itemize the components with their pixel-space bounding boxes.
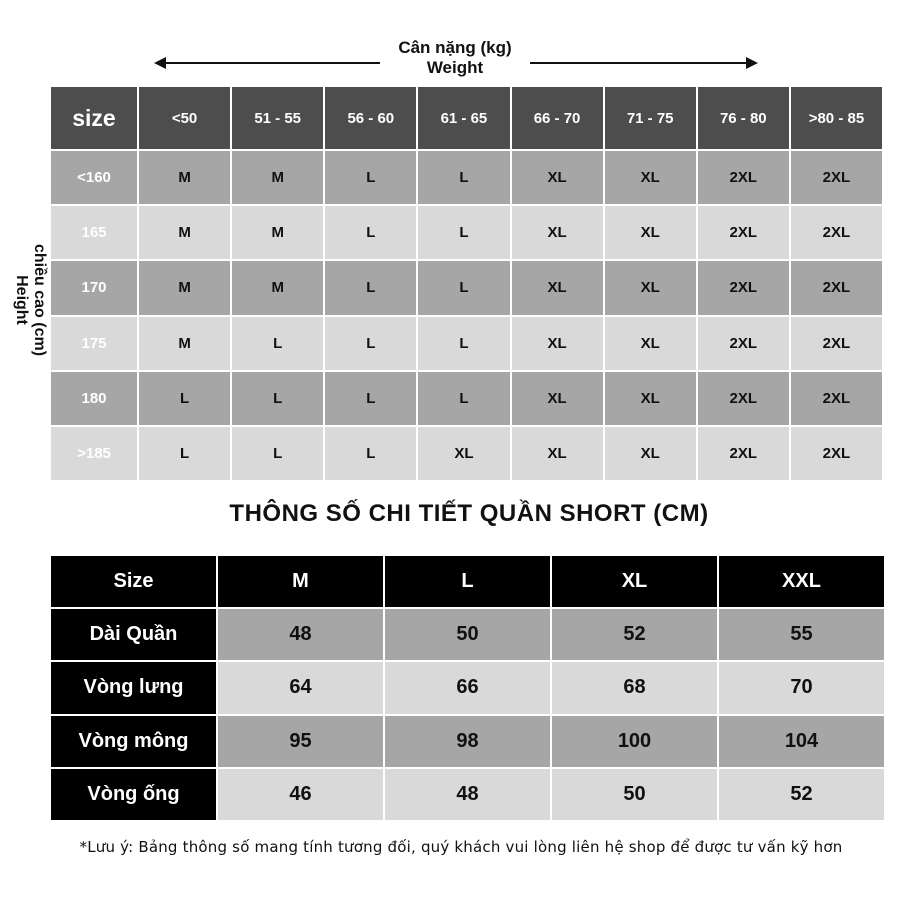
measurement-value: 48 [385, 769, 550, 820]
measurement-value: 98 [385, 716, 550, 767]
measurement-value: 52 [552, 609, 717, 660]
size-cell: XL [512, 261, 603, 314]
height-axis-label [4, 200, 56, 400]
size-cell: 2XL [698, 261, 789, 314]
size-cell: 2XL [791, 261, 882, 314]
weight-column-header: 56 - 60 [325, 87, 416, 149]
weight-axis-header [150, 36, 760, 80]
size-cell: 2XL [698, 151, 789, 204]
measurement-value: 50 [552, 769, 717, 820]
measurement-value: 55 [719, 609, 884, 660]
size-cell: L [418, 372, 509, 425]
size-cell: L [232, 427, 323, 480]
size-cell: L [325, 372, 416, 425]
right-arrow-line [530, 62, 752, 64]
size-cell: M [139, 261, 230, 314]
size-cell: L [232, 372, 323, 425]
size-chart-table [51, 87, 882, 480]
size-cell: M [139, 206, 230, 259]
size-cell: XL [512, 206, 603, 259]
height-row-header: 165 [51, 206, 137, 259]
height-row-header: >185 [51, 427, 137, 480]
measurement-value: 68 [552, 662, 717, 713]
size-cell: L [325, 427, 416, 480]
size-cell: L [232, 317, 323, 370]
size-cell: M [139, 151, 230, 204]
weight-column-header: <50 [139, 87, 230, 149]
weight-column-header: 51 - 55 [232, 87, 323, 149]
height-row-header: 180 [51, 372, 137, 425]
size-cell: 2XL [791, 372, 882, 425]
measurement-value: 50 [385, 609, 550, 660]
height-label-en: Height [13, 275, 30, 325]
size-cell: L [325, 151, 416, 204]
measurement-value: 104 [719, 716, 884, 767]
weight-column-header: 61 - 65 [418, 87, 509, 149]
size-cell: 2XL [791, 317, 882, 370]
size-cell: XL [605, 372, 696, 425]
height-label-vi: chiều cao (cm) [31, 243, 48, 357]
size-cell: XL [512, 372, 603, 425]
footnote: *Lưu ý: Bảng thông số mang tính tương đối, quý khách vui lòng liên hệ shop để được tư vấn kỹ hơn [79, 838, 843, 856]
size-cell: 2XL [698, 372, 789, 425]
size-cell: 2XL [698, 317, 789, 370]
size-cell: 2XL [698, 427, 789, 480]
weight-label-en: Weight [426, 58, 484, 77]
height-row-header: <160 [51, 151, 137, 204]
size-cell: XL [605, 206, 696, 259]
size-cell: M [232, 261, 323, 314]
detail-title: THÔNG SỐ CHI TIẾT QUẦN SHORT (CM) [229, 500, 709, 527]
size-header-cell: L [385, 556, 550, 607]
size-cell: XL [605, 261, 696, 314]
size-cell: L [418, 206, 509, 259]
measurement-value: 48 [218, 609, 383, 660]
weight-column-header: 71 - 75 [605, 87, 696, 149]
weight-label-vi: Cân nặng (kg) [398, 38, 512, 57]
measurement-value: 64 [218, 662, 383, 713]
size-header-cell: XL [552, 556, 717, 607]
weight-column-header: >80 - 85 [791, 87, 882, 149]
size-cell: XL [512, 317, 603, 370]
size-cell: L [418, 261, 509, 314]
size-column-header: Size [51, 556, 216, 607]
size-cell: XL [605, 427, 696, 480]
left-arrow-line [158, 62, 380, 64]
measurement-value: 70 [719, 662, 884, 713]
size-cell: M [232, 151, 323, 204]
size-corner-header: size [51, 87, 137, 149]
size-header-cell: XXL [719, 556, 884, 607]
measurement-label: Vòng ống [51, 769, 216, 820]
size-cell: XL [605, 317, 696, 370]
size-cell: 2XL [698, 206, 789, 259]
size-cell: L [418, 317, 509, 370]
size-cell: XL [512, 151, 603, 204]
measurement-value: 46 [218, 769, 383, 820]
size-cell: 2XL [791, 206, 882, 259]
size-cell: L [139, 427, 230, 480]
measurement-value: 100 [552, 716, 717, 767]
arrow-left-icon [154, 57, 166, 69]
detail-measurement-table [51, 556, 884, 820]
size-cell: 2XL [791, 151, 882, 204]
height-label [12, 244, 48, 356]
size-cell: L [325, 206, 416, 259]
weight-column-header: 76 - 80 [698, 87, 789, 149]
size-cell: 2XL [791, 427, 882, 480]
size-cell: L [418, 151, 509, 204]
measurement-label: Dài Quần [51, 609, 216, 660]
measurement-value: 52 [719, 769, 884, 820]
size-cell: XL [605, 151, 696, 204]
size-cell: M [139, 317, 230, 370]
size-header-cell: M [218, 556, 383, 607]
measurement-value: 66 [385, 662, 550, 713]
size-cell: M [232, 206, 323, 259]
size-cell: XL [418, 427, 509, 480]
measurement-label: Vòng mông [51, 716, 216, 767]
measurement-label: Vòng lưng [51, 662, 216, 713]
height-row-header: 170 [51, 261, 137, 314]
arrow-right-icon [746, 57, 758, 69]
weight-column-header: 66 - 70 [512, 87, 603, 149]
size-cell: XL [512, 427, 603, 480]
size-cell: L [139, 372, 230, 425]
size-cell: L [325, 317, 416, 370]
height-row-header: 175 [51, 317, 137, 370]
measurement-value: 95 [218, 716, 383, 767]
size-cell: L [325, 261, 416, 314]
